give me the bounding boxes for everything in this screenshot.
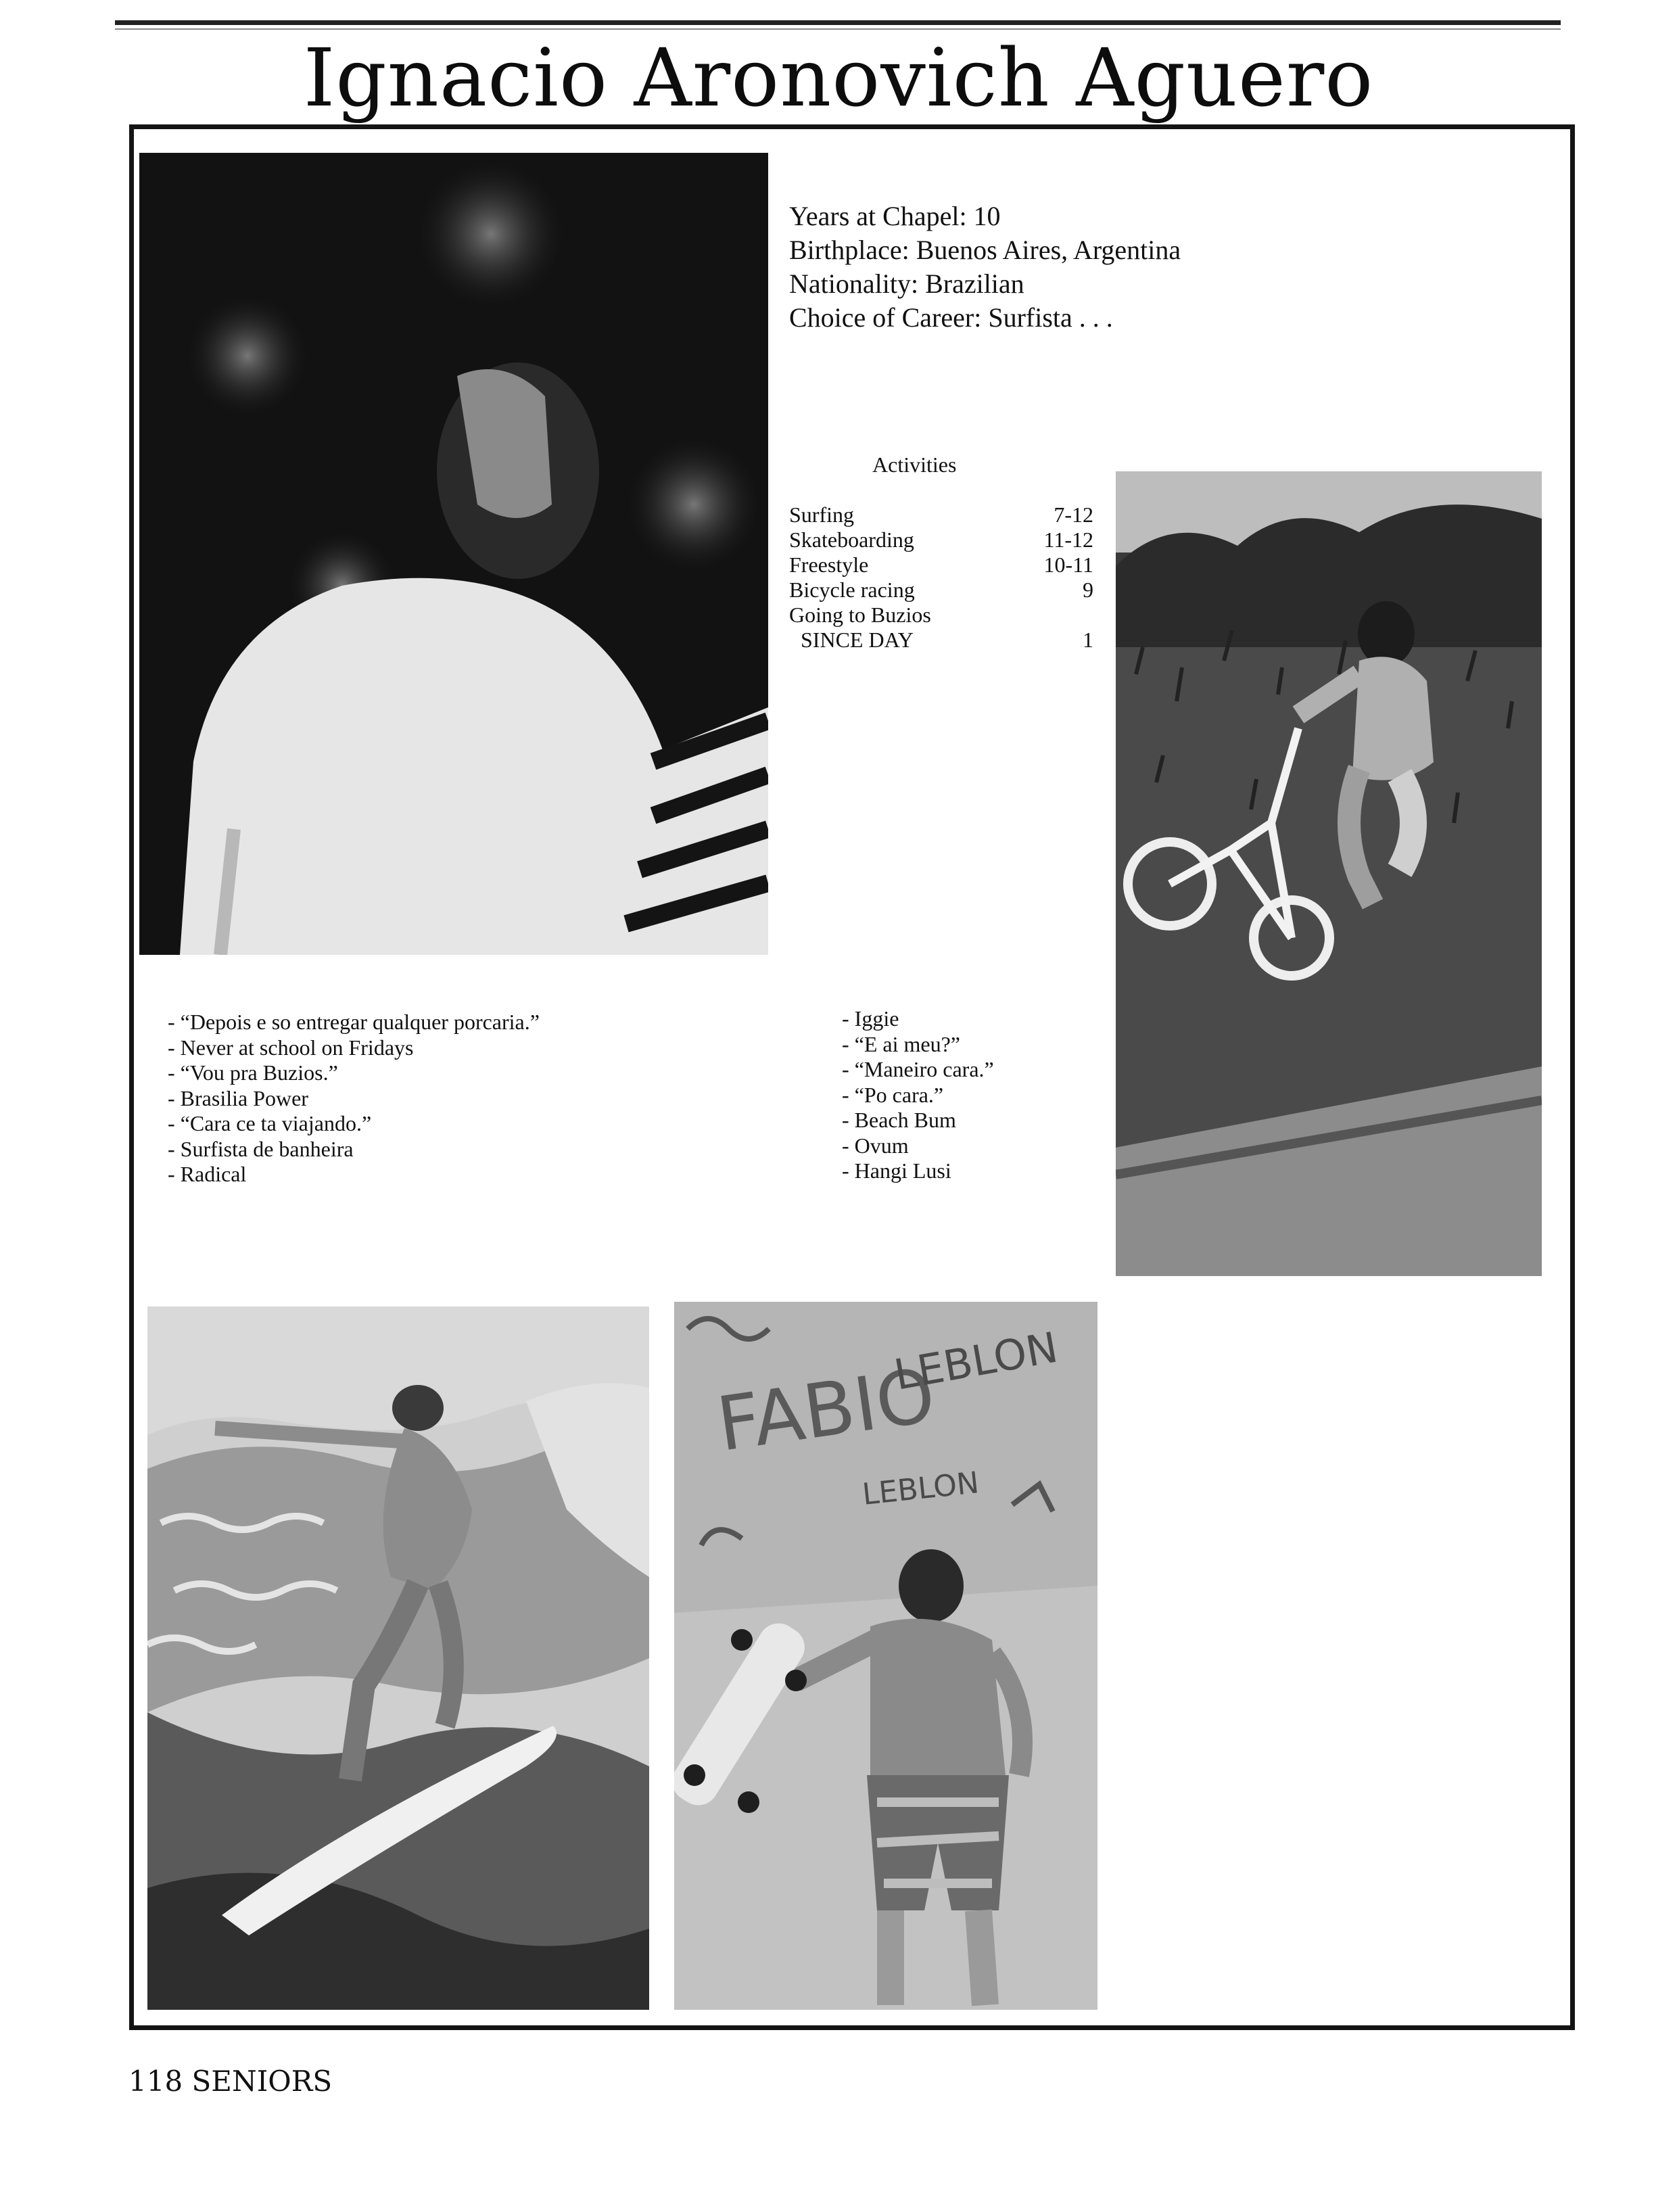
- activity-years: 11-12: [1043, 527, 1093, 552]
- quote-item: - Surfista de banheira: [168, 1136, 354, 1161]
- activity-name: Freestyle: [789, 552, 869, 577]
- quotes-left: [168, 1010, 540, 1187]
- activity-name: Bicycle racing: [789, 578, 915, 602]
- portrait-photo: [139, 153, 768, 955]
- quote-item: - Radical: [168, 1162, 247, 1186]
- activity-years: 9: [1083, 578, 1093, 602]
- graffiti-leblon-bottom: LEBLON: [860, 1465, 981, 1512]
- activity-row: [789, 552, 1093, 578]
- quote-item: - “Maneiro cara.”: [842, 1057, 994, 1081]
- quote-item: - Hangi Lusi: [842, 1158, 951, 1183]
- activities-list: [789, 502, 1093, 653]
- page-title: Ignacio Aronovich Aguero: [303, 31, 1374, 124]
- bmx-photo: [1116, 471, 1542, 1276]
- nationality: Nationality: Brazilian: [789, 268, 1024, 299]
- quote-item: - “Depois e so entregar qualquer porcaria.”: [168, 1010, 540, 1034]
- activity-name: Skateboarding: [789, 527, 914, 552]
- activity-name: Surfing: [789, 502, 854, 527]
- activity-row: [789, 502, 1093, 527]
- quote-item: - “Po cara.”: [842, 1082, 944, 1107]
- quote-item: - Beach Bum: [842, 1108, 956, 1132]
- quote-item: - “Vou pra Buzios.”: [168, 1060, 338, 1085]
- career-choice: Choice of Career: Surfista . . .: [789, 302, 1113, 333]
- quotes-right: [842, 1006, 994, 1184]
- activity-row: [789, 527, 1093, 552]
- activity-row: [789, 578, 1093, 603]
- quote-item: - Ovum: [842, 1133, 909, 1158]
- quote-item: - Never at school on Fridays: [168, 1035, 414, 1060]
- activity-years: 7-12: [1054, 502, 1093, 527]
- quote-item: - “E ai meu?”: [842, 1031, 960, 1056]
- graffiti-leblon-top: LEBLON: [890, 1322, 1062, 1400]
- quote-item: - “Cara ce ta viajando.”: [168, 1111, 372, 1135]
- graffiti-fabio: FABIO: [711, 1352, 941, 1468]
- activity-row: [789, 603, 1093, 628]
- surfer-photo: [147, 1307, 649, 2010]
- info-block: [789, 199, 1181, 335]
- top-rule: [115, 20, 1561, 25]
- activity-years: 1: [1083, 628, 1093, 652]
- activities-heading: Activities: [872, 452, 957, 477]
- years-at-chapel: Years at Chapel: 10: [789, 201, 1001, 231]
- activity-name: Going to Buzios: [789, 603, 931, 627]
- activity-row: [789, 628, 1093, 653]
- quote-item: - Brasilia Power: [168, 1085, 308, 1110]
- activity-name: SINCE DAY: [801, 628, 914, 652]
- page-footer: 118 SENIORS: [128, 2065, 333, 2098]
- birthplace: Birthplace: Buenos Aires, Argentina: [789, 235, 1181, 265]
- activity-years: 10-11: [1043, 552, 1093, 577]
- skateboarder-photo: [674, 1302, 1097, 2010]
- quote-item: - Iggie: [842, 1006, 899, 1031]
